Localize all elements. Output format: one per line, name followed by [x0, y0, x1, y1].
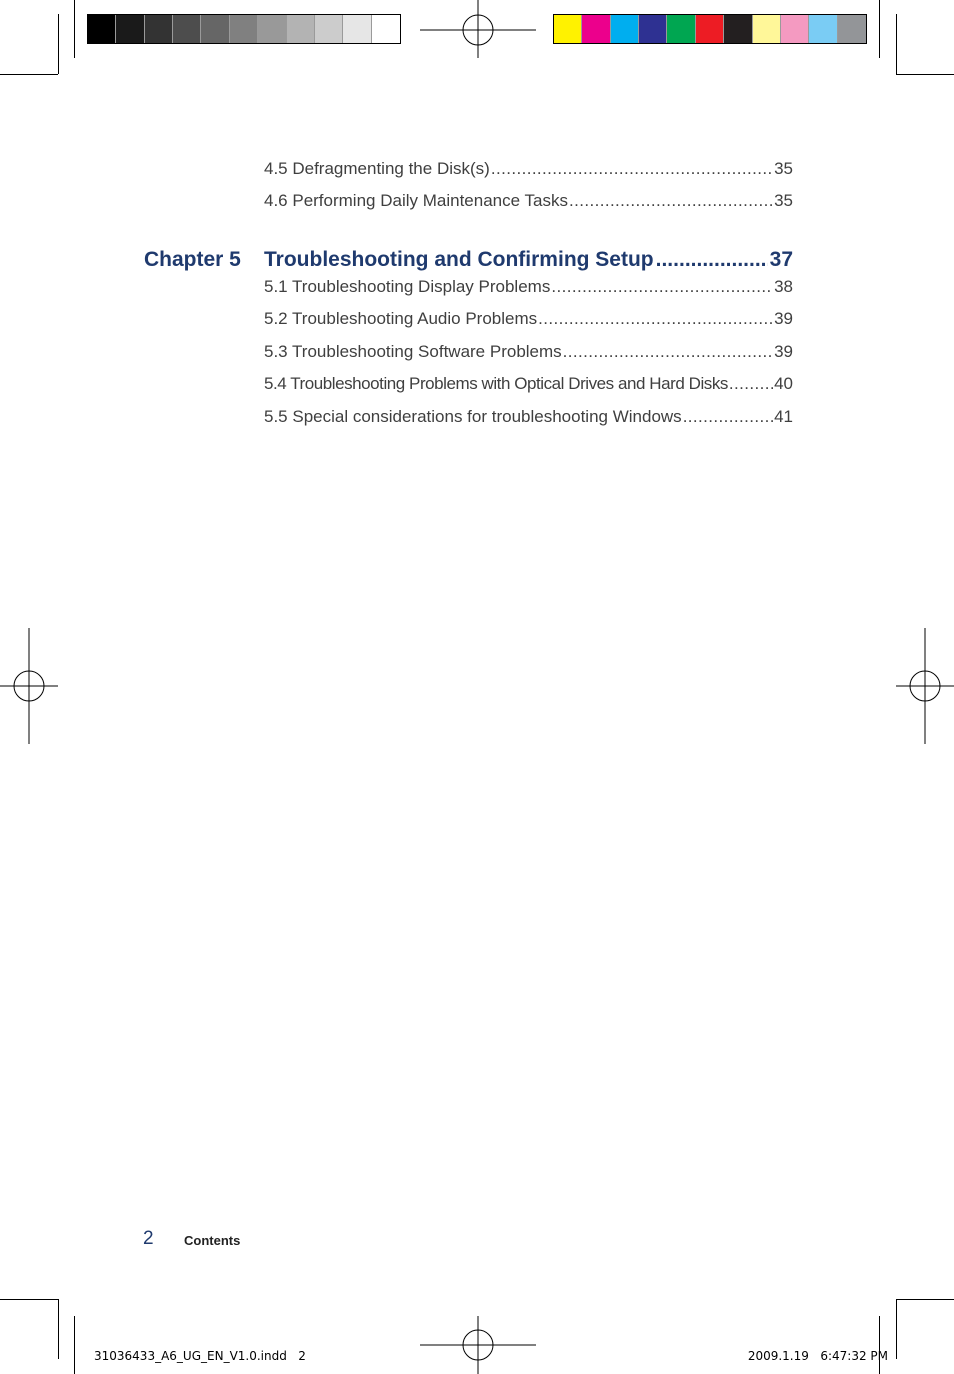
grayscale-swatch [116, 15, 144, 43]
toc-entry-page: 41 [774, 407, 793, 426]
toc-entry-page: 35 [774, 191, 793, 210]
process-color-swatch [838, 15, 866, 43]
crop-mark-line [879, 1316, 880, 1374]
grayscale-swatch [343, 15, 371, 43]
toc-entry-label: 5.4 Troubleshooting Problems with Optical Drives and Hard Disks [264, 374, 728, 393]
chapter-page: 37 [769, 248, 793, 271]
toc-entry-page: 39 [774, 309, 793, 328]
grayscale-swatch [145, 15, 173, 43]
registration-mark-bottom [420, 1314, 536, 1374]
crop-mark-line [896, 74, 954, 75]
process-color-swatch [582, 15, 610, 43]
toc-entry-label: 5.5 Special considerations for troubleshooting Windows [264, 407, 682, 426]
grayscale-swatch [230, 15, 258, 43]
process-color-swatch [639, 15, 667, 43]
crop-mark-line [58, 1299, 59, 1359]
toc-leader-dots [491, 158, 773, 180]
toc-entry-label: 4.5 Defragmenting the Disk(s) [264, 159, 490, 178]
process-color-swatch [611, 15, 639, 43]
grayscale-swatch [287, 15, 315, 43]
process-color-swatch [781, 15, 809, 43]
grayscale-swatch [372, 15, 400, 43]
crop-mark-line [58, 14, 59, 74]
toc-entry-page: 38 [774, 277, 793, 296]
registration-mark-top [420, 0, 536, 60]
toc-entry-5-4[interactable] [264, 373, 793, 395]
footer-page-number: 2 [143, 1228, 154, 1249]
toc-entry-page: 40 [774, 374, 793, 393]
slug-filename: 31036433_A6_UG_EN_V1.0.indd 2 [94, 1349, 306, 1363]
grayscale-swatch [315, 15, 343, 43]
grayscale-swatch [173, 15, 201, 43]
crop-mark-line [0, 74, 58, 75]
process-color-bar [553, 14, 867, 44]
toc-leader-dots [569, 190, 773, 212]
chapter-number: Chapter 5 [144, 248, 241, 271]
process-color-swatch [554, 15, 582, 43]
crop-mark-line [74, 1316, 75, 1374]
chapter-title: Troubleshooting and Confirming Setup [264, 248, 654, 271]
footer-section-title: Contents [184, 1233, 241, 1248]
grayscale-swatch [88, 15, 116, 43]
toc-entry-page: 35 [774, 159, 793, 178]
toc-leader-dots [683, 406, 773, 428]
toc-entry-4-6[interactable] [264, 190, 793, 212]
slug-timestamp: 2009.1.19 6:47:32 PM [747, 1349, 888, 1363]
toc-leader-dots [551, 276, 773, 298]
crop-mark-line [896, 1299, 897, 1359]
toc-entry-page: 39 [774, 342, 793, 361]
toc-leader-dots [656, 246, 768, 274]
toc-entry-4-5[interactable] [264, 158, 793, 180]
registration-mark-right [894, 628, 954, 744]
toc-leader-dots [563, 341, 773, 363]
toc-entry-label: 5.3 Troubleshooting Software Problems [264, 342, 562, 361]
toc-chapter-5[interactable] [264, 246, 793, 274]
process-color-swatch [753, 15, 781, 43]
grayscale-bar [87, 14, 401, 44]
process-color-swatch [724, 15, 752, 43]
process-color-swatch [696, 15, 724, 43]
crop-mark-line [896, 14, 897, 74]
toc-entry-5-1[interactable] [264, 276, 793, 298]
grayscale-swatch [258, 15, 286, 43]
registration-mark-left [0, 628, 60, 744]
grayscale-swatch [201, 15, 229, 43]
toc-entry-5-2[interactable] [264, 308, 793, 330]
toc-entry-5-3[interactable] [264, 341, 793, 363]
crop-mark-line [0, 1299, 58, 1300]
crop-mark-line [74, 0, 75, 58]
process-color-swatch [809, 15, 837, 43]
toc-entry-label: 5.1 Troubleshooting Display Problems [264, 277, 551, 296]
toc-leader-dots [538, 308, 773, 330]
toc-entry-label: 4.6 Performing Daily Maintenance Tasks [264, 191, 568, 210]
process-color-swatch [667, 15, 695, 43]
toc-entry-5-5[interactable] [264, 406, 793, 428]
crop-mark-line [879, 0, 880, 58]
crop-mark-line [896, 1299, 954, 1300]
toc-entry-label: 5.2 Troubleshooting Audio Problems [264, 309, 538, 328]
toc-leader-dots [729, 373, 773, 395]
